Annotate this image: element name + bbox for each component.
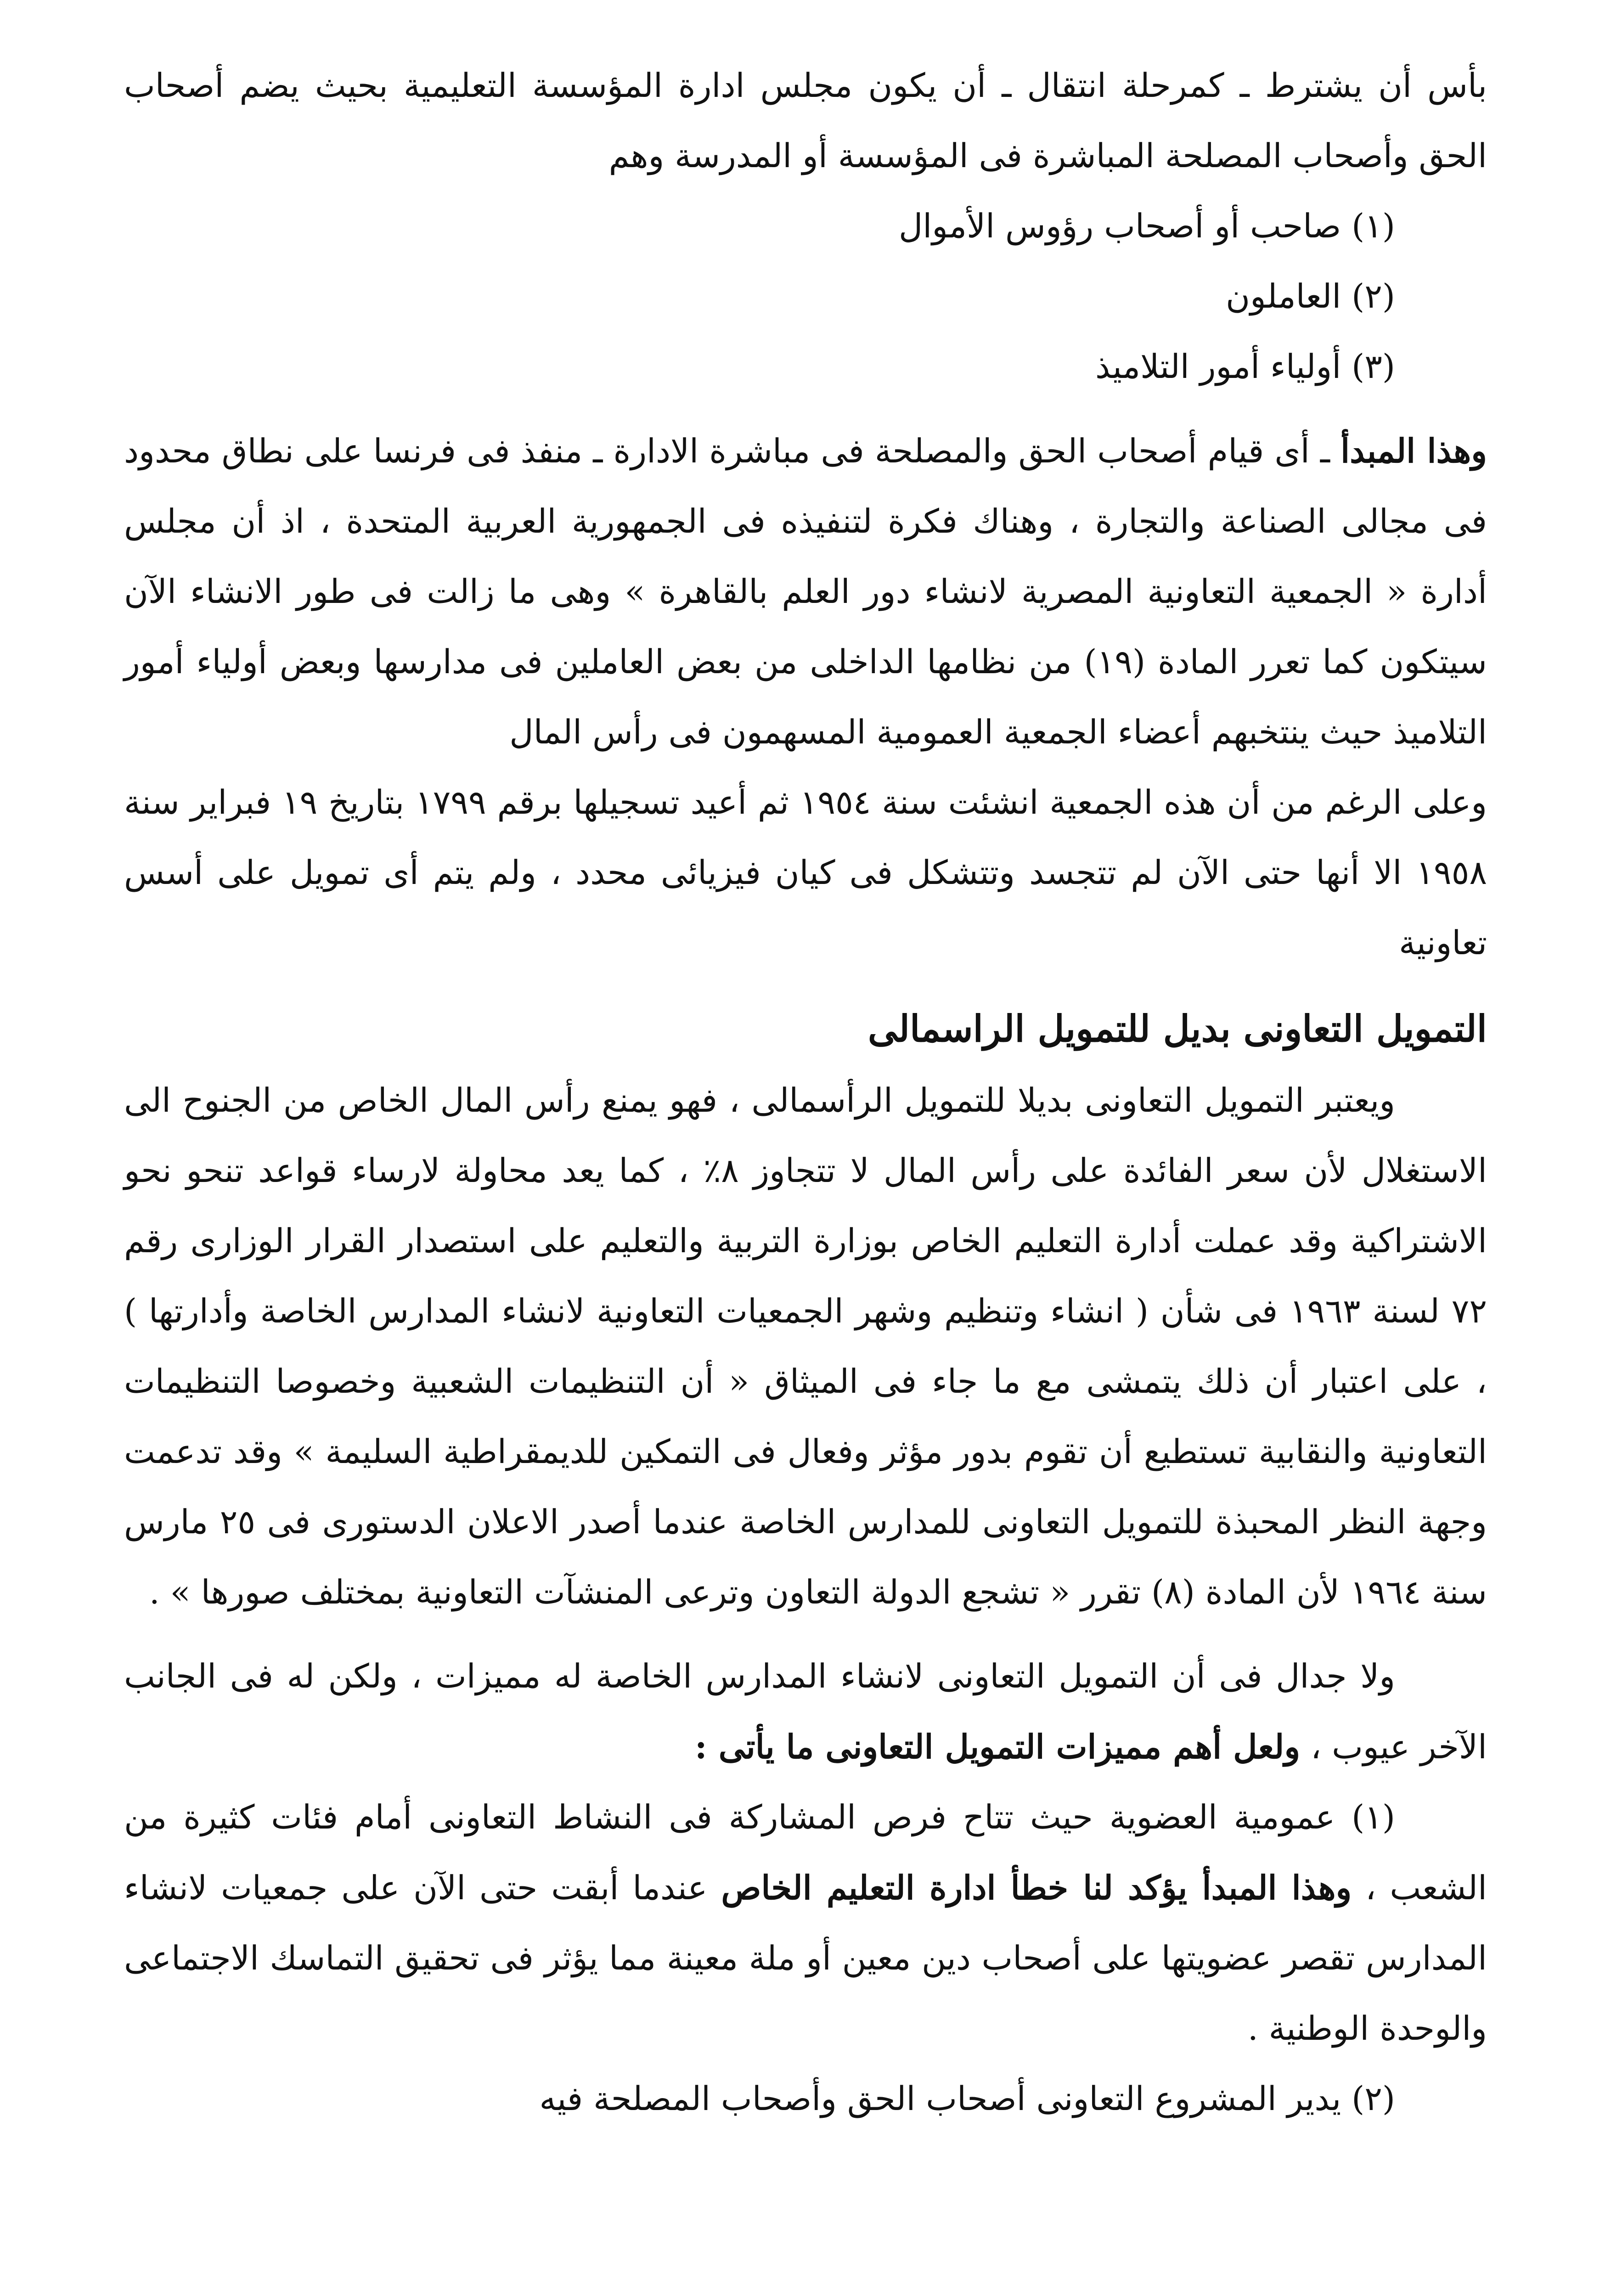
cooperative-finance-paragraph: ويعتبر التمويل التعاونى بديلا للتمويل الرأسمالى ، فهو يمنع رأس المال الخاص من الجنوح الى الاستغلال لأن سعر الفائدة على رأس المال لا تتجاوز ٨٪ ، كما يعد محاولة لارساء قواعد تنحو نحو الاشتراكية وقد عملت أدارة التعليم الخاص بوزارة التربية والتعليم على استصدار القرار الوزارى رقم ٧٢ لسنة ١٩٦٣ فى شأن ( انشاء وتنظيم وشهر الجمعيات التعاونية لانشاء المدارس الخاصة وأدارتها ) ، على اعتبار أن ذلك يتمشى مع ما جاء فى الميثاق « أن التنظيمات الشعبية وخصوصا التنظيمات التعاونية والنقابية تستطيع أن تقوم بدور مؤثر وفعال فى التمكين للديمقراطية السليمة » وقد تدعمت وجهة النظر المحبذة للتمويل التعاونى للمدارس الخاصة عندما أصدر الاعلان الدستورى فى ٢٥ مارس سنة ١٩٦٤ لأن المادة (٨) تقرر « تشجع الدولة التعاون وترعى المنشآت التعاونية بمختلف صورها » .	[124, 1081, 1487, 1611]
advantages-intro: ولا جدال فى أن التمويل التعاونى لانشاء المدارس الخاصة له مميزات ، ولكن له فى الجانب الآخر عيوب ،	[124, 1657, 1487, 1766]
advantage-item-1-text: (١) عمومية العضوية حيث تتاح فرص المشاركة فى النشاط التعاونى أمام فئات كثيرة من الشعب ،	[124, 1798, 1487, 1907]
society-paragraph: وعلى الرغم من أن هذه الجمعية انشئت سنة ١٩٥٤ ثم أعيد تسجيلها برقم ١٧٩٩ بتاريخ ١٩ فبراير سنة ١٩٥٨ الا أنها حتى الآن لم تتجسد وتتشكل فى كيان فيزيائى محدد ، ولم يتم أى تمويل على أسس تعاونية	[124, 783, 1487, 962]
principle-paragraph	[124, 416, 1487, 767]
advantage-item-1	[124, 1782, 1487, 2064]
advantages-intro-bold: ولعل أهم مميزات التمويل التعاونى ما يأتى :	[695, 1727, 1301, 1766]
list-item-workers: (٢) العاملون	[1226, 277, 1395, 315]
advantage-item-2: (٢) يدير المشروع التعاونى أصحاب الحق وأصحاب المصلحة فيه	[539, 2079, 1395, 2118]
list-item-parents: (٣) أولياء أمور التلاميذ	[1095, 347, 1395, 386]
advantage-item-1-bold: وهذا المبدأ يؤكد لنا خطأ ادارة التعليم الخاص	[721, 1868, 1352, 1907]
principle-text: ـ أى قيام أصحاب الحق والمصلحة فى مباشرة الادارة ـ منفذ فى فرنسا على نطاق محدود فى مجالى الصناعة والتجارة ، وهناك فكرة لتنفيذه فى الجمهورية العربية المتحدة ، اذ أن مجلس أدارة « الجمعية التعاونية المصرية لانشاء دور العلم بالقاهرة » وهى ما زالت فى طور الانشاء الآن سيتكون كما تعرر المادة (١٩) من نظامها الداخلى من بعض العاملين فى مدارسها وبعض أولياء أمور التلاميذ حيث ينتخبهم أعضاء الجمعية العمومية المسهمون فى رأس المال	[124, 432, 1487, 751]
advantage-item-1-rest: عندما أبقت حتى الآن على جمعيات لانشاء المدارس تقصر عضويتها على أصحاب دين معين أو ملة معينة مما يؤثر فى تحقيق التماسك الاجتماعى والوحدة الوطنية .	[124, 1868, 1487, 2048]
intro-paragraph: بأس أن يشترط ـ كمرحلة انتقال ـ أن يكون مجلس ادارة المؤسسة التعليمية بحيث يضم أصحاب الحق وأصحاب المصلحة المباشرة فى المؤسسة أو المدرسة وهم	[124, 66, 1487, 175]
section-heading: التمويل التعاونى بديل للتمويل الراسمالى	[867, 1007, 1487, 1050]
principle-lead: وهذا المبدأ	[1341, 431, 1487, 470]
list-item-owners: (١) صاحب أو أصحاب رؤوس الأموال	[898, 207, 1395, 245]
advantages-paragraph	[124, 1641, 1487, 1782]
